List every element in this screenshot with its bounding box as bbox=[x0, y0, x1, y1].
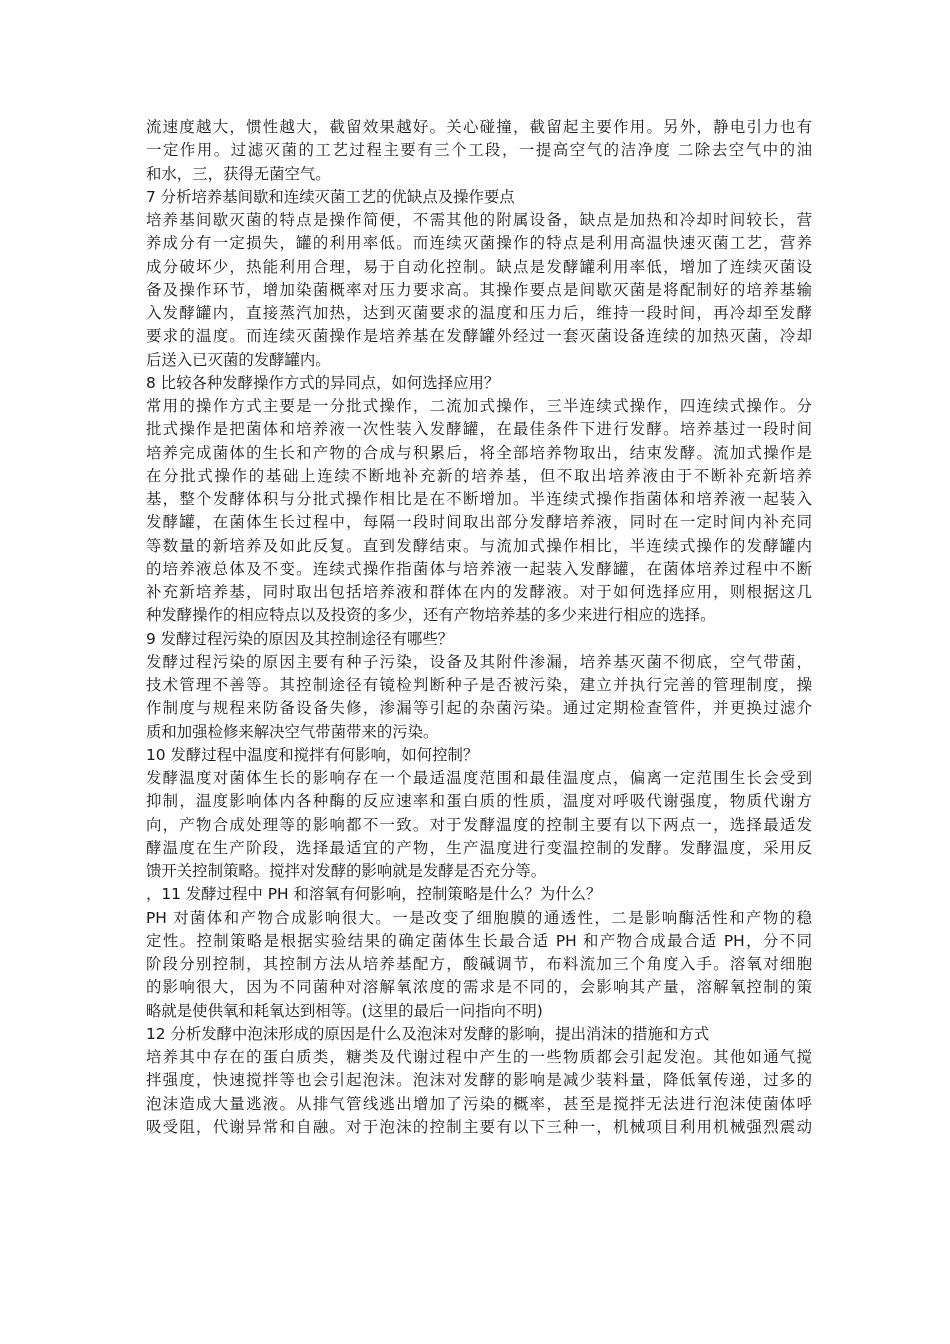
paragraph-line: 种发酵操作的相应特点以及投资的多少，还有产物培养基的多少来进行相应的选择。 bbox=[146, 606, 716, 625]
paragraph-line: 补充新培养基，同时取出包括培养液和群体在内的发酵液。对于如何选择应用，则根据这几 bbox=[146, 583, 812, 601]
paragraph-line: 馈开关控制策略。搅拌对发酵的影响就是发酵是否充分等。 bbox=[146, 862, 547, 880]
paragraph-line: 泡沫造成大量逃液。从排气管线逃出增加了污染的概率，甚至是搅拌无法进行泡沫使菌体呼 bbox=[146, 1094, 812, 1113]
paragraph-line: 后送入已灭菌的发酵罐内。 bbox=[146, 350, 331, 369]
paragraph-line: 的影响很大，因为不同菌种对溶解氧浓度的需求是不同的，会影响其产量，溶解氧控制的策 bbox=[146, 978, 812, 997]
paragraph-line: 发酵温度对菌体生长的影响存在一个最适温度范围和最佳温度点，偏离一定范围生长会受到 bbox=[146, 769, 812, 787]
paragraph-line: 要求的温度。而连续灭菌操作是培养基在发酵罐外经过一套灭菌设备连续的加热灭菌，冷却 bbox=[146, 327, 812, 346]
paragraph-line: 培养其中存在的蛋白质类，糖类及代谢过程中产生的一些物质都会引起发泡。其他如通气搅 bbox=[146, 1048, 812, 1066]
paragraph-line: 一定作用。过滤灭菌的工艺过程主要有三个工段，一提高空气的洁净度 二除去空气中的油 bbox=[146, 141, 812, 160]
paragraph-line: 等数量的新培养及如此反复。直到发酵结束。与流加式操作相比，半连续式操作的发酵罐内 bbox=[146, 536, 812, 555]
paragraph-line: 成分破坏少，热能利用合理，易于自动化控制。缺点是发酵罐利用率低，增加了连续灭菌设 bbox=[146, 257, 812, 276]
paragraph-line: 培养基间歇灭菌的特点是操作简便，不需其他的附属设备，缺点是加热和冷却时间较长，营 bbox=[146, 211, 812, 229]
paragraph-line: 在分批式操作的基础上连续不断地补充新的培养基，但不取出培养液由于不断补充新培养 bbox=[146, 466, 812, 485]
paragraph-line: 养成分有一定损失，罐的利用率低。而连续灭菌操作的特点是利用高温快速灭菌工艺，营养 bbox=[146, 234, 812, 253]
paragraph-line: 备及操作环节，增加染菌概率对压力要求高。其操作要点是间歇灭菌是将配制好的培养基输 bbox=[146, 280, 812, 299]
paragraph-line: 的培养液总体及不变。连续式操作指菌体与培养液一起装入发酵罐，在菌体培养过程中不断 bbox=[146, 559, 812, 578]
paragraph-line: 定性。控制策略是根据实验结果的确定菌体生长最合适 PH 和产物合成最合适 PH，分不同 bbox=[146, 931, 812, 950]
paragraph-line: 常用的操作方式主要是一分批式操作，二流加式操作，三半连续式操作，四连续式操作。分 bbox=[146, 397, 812, 415]
question-heading: 7 分析培养基间歇和连续灭菌工艺的优缺点及操作要点 bbox=[146, 187, 515, 206]
paragraph-line: 流速度越大，惯性越大，截留效果越好。关心碰撞，截留起主要作用。另外，静电引力也有 bbox=[146, 118, 812, 136]
question-heading: 8 比较各种发酵操作方式的异同点，如何选择应用？ bbox=[146, 373, 500, 392]
paragraph-line: 培养完成菌体的生长和产物的合成与积累后，将全部培养物取出，结束发酵。流加式操作是 bbox=[146, 443, 812, 462]
paragraph-line: 阶段分别控制，其控制方法从培养基配方，酸碱调节，布料流加三个角度入手。溶氧对细胞 bbox=[146, 955, 812, 973]
question-heading: ，11 发酵过程中 PH 和溶氧有何影响，控制策略是什么？为什么？ bbox=[146, 885, 602, 904]
paragraph-line: 吸受阻，代谢异常和自融。对于泡沫的控制主要有以下三种一，机械项目利用机械强烈震动 bbox=[146, 1117, 812, 1136]
paragraph-line: 基，整个发酵体积与分批式操作相比是在不断增加。半连续式操作指菌体和培养液一起装入 bbox=[146, 490, 812, 508]
document-text-block bbox=[146, 116, 812, 1139]
question-heading: 9 发酵过程污染的原因及其控制途径有哪些？ bbox=[146, 629, 454, 648]
paragraph-line: 发酵过程污染的原因主要有种子污染，设备及其附件渗漏，培养基灭菌不彻底，空气带菌， bbox=[146, 652, 812, 671]
paragraph-line: 抑制，温度影响体内各种酶的反应速率和蛋白质的性质，温度对呼吸代谢强度，物质代谢方 bbox=[146, 792, 812, 811]
paragraph-line: 作制度与规程来防备设备失修，渗漏等引起的杂菌污染。通过定期检查管件，并更换过滤介 bbox=[146, 699, 812, 718]
paragraph-line: 拌强度，快速搅拌等也会引起泡沫。泡沫对发酵的影响是减少装料量，降低氧传递，过多的 bbox=[146, 1071, 812, 1090]
paragraph-line: 批式操作是把菌体和培养液一次性装入发酵罐，在最佳条件下进行发酵。培养基过一段时间 bbox=[146, 420, 812, 439]
question-heading: 12 分析发酵中泡沫形成的原因是什么及泡沫对发酵的影响，提出消沫的措施和方式 bbox=[146, 1024, 710, 1043]
paragraph-line: 发酵罐，在菌体生长过程中，每隔一段时间取出部分发酵培养液，同时在一定时间内补充同 bbox=[146, 513, 812, 532]
paragraph-line: PH 对菌体和产物合成影响很大。一是改变了细胞膜的通透性，二是影响酶活性和产物的稳 bbox=[146, 908, 812, 927]
paragraph-line: 技术管理不善等。其控制途径有镜检判断种子是否被污染，建立并执行完善的管理制度，操 bbox=[146, 676, 812, 694]
paragraph-line: 和水，三，获得无菌空气。 bbox=[146, 164, 331, 183]
paragraph-line: 酵温度在生产阶段，选择最适宜的产物，生产温度进行变温控制的发酵。发酵温度，采用反 bbox=[146, 838, 812, 857]
paragraph-line: 入发酵罐内，直接蒸汽加热，达到灭菌要求的温度和压力后，维持一段时间，再冷却至发酵 bbox=[146, 304, 812, 322]
paragraph-line: 略就是使供氧和耗氧达到相等。(这里的最后一问指向不明) bbox=[146, 1001, 543, 1020]
question-heading: 10 发酵过程中温度和搅拌有何影响，如何控制？ bbox=[146, 745, 479, 764]
paragraph-line: 质和加强检修来解决空气带菌带来的污染。 bbox=[146, 722, 439, 741]
paragraph-line: 向，产物合成处理等的影响都不一致。对于发酵温度的控制主要有以下两点一，选择最适发 bbox=[146, 815, 812, 834]
